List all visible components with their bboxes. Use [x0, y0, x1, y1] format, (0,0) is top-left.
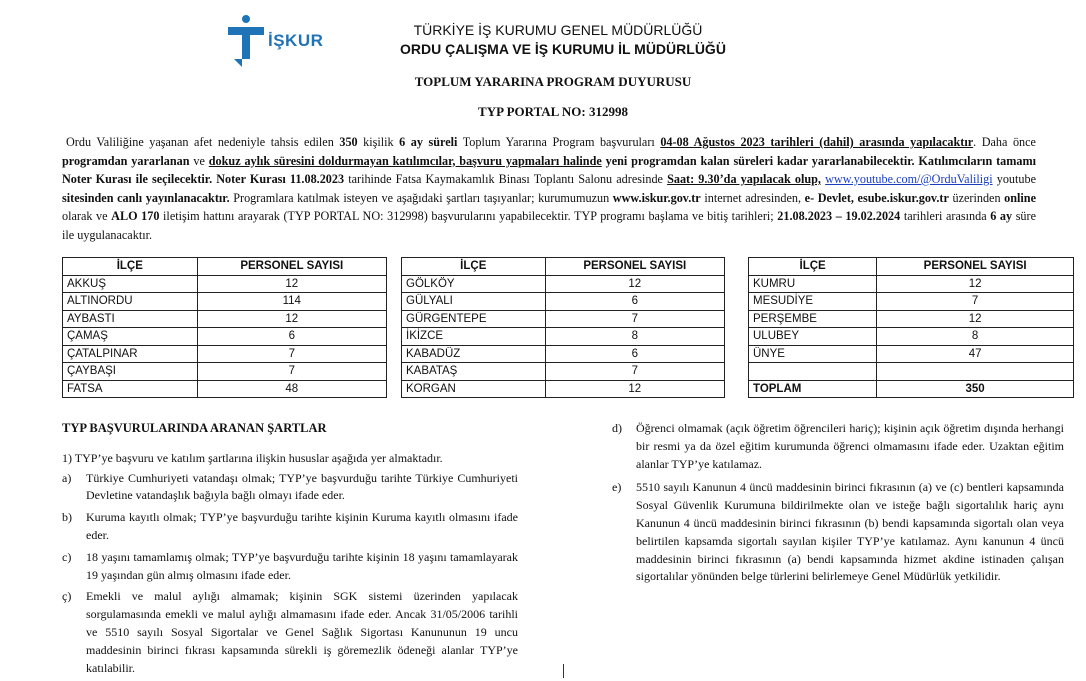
table-row [402, 275, 725, 293]
district-cell: ULUBEY [749, 328, 877, 346]
count-cell: 12 [877, 275, 1074, 293]
count-cell: 6 [545, 345, 724, 363]
count-cell: 8 [877, 328, 1074, 346]
district-cell: ÇAMAŞ [63, 328, 198, 346]
district-table-3 [748, 257, 1074, 398]
table-row [63, 380, 387, 398]
count-cell: 48 [197, 380, 386, 398]
count-cell: 114 [197, 293, 386, 311]
district-cell: GÜLYALI [402, 293, 546, 311]
table-row [402, 328, 725, 346]
count-cell: 12 [877, 310, 1074, 328]
district-cell [749, 363, 877, 381]
district-cell: FATSA [63, 380, 198, 398]
district-cell: GÖLKÖY [402, 275, 546, 293]
district-cell: ALTINORDU [63, 293, 198, 311]
count-cell: 47 [877, 345, 1074, 363]
portal-number: TYP PORTAL NO: 312998 [478, 104, 628, 119]
district-cell: ÇAYBAŞI [63, 363, 198, 381]
column-header-district: İLÇE [402, 258, 546, 276]
announcement-title: TOPLUM YARARINA PROGRAM DUYURUSU [414, 74, 692, 89]
condition-b: b) Kuruma kayıtlı olmak; TYP’ye başvurduğu tarihte kişinin Kuruma kayıtlı olmasını ifade eder. [62, 510, 518, 542]
table-row [749, 345, 1074, 363]
district-cell: KABADÜZ [402, 345, 546, 363]
district-cell: KUMRU [749, 275, 877, 293]
table-row [63, 310, 387, 328]
district-cell: AYBASTI [63, 310, 198, 328]
text-cursor [563, 664, 564, 678]
district-table-2 [401, 257, 725, 398]
table-row [63, 328, 387, 346]
condition-cc: ç) Emekli ve malul aylığı almamak; kişinin SGK sistemi üzerinden yapılacak sorgulamasında emekli ve malul aylığı almamasını ifade eder. Ancak 31/05/2006 tarihli ve 5510 sayılı Sosyal Sigortalar ve Genel Sağlık Sigortası Kanununun 19 uncu maddesinin birinci fıkrası kapsamında sürekli iş göremezlik ödeneği alanlar TYP’ye katılabilir. [62, 589, 518, 675]
youtube-link[interactable]: www.youtube.com/@OrduValiligi [825, 172, 993, 186]
district-cell: PERŞEMBE [749, 310, 877, 328]
header-directorate: ORDU ÇALIŞMA VE İŞ KURUMU İL MÜDÜRLÜĞÜ [400, 41, 726, 57]
table-row [402, 345, 725, 363]
count-cell [877, 363, 1074, 381]
intro-paragraph: Ordu Valiliğine yaşanan afet nedeniyle tahsis edilen 350 kişilik 6 ay süreli Toplum Yararına Program başvuruları 04-08 Ağustos 2023 tarihleri (dahil) arasında yapılacaktır. Daha önce programdan yararlanan ve dokuz aylık süresini doldurmayan katılımcılar, başvuru yapmaları halinde yeni programdan kalan süreleri kadar yararlanabilecektir. Katılımcıların tamamı Noter Kurası ile seçilecektir. Noter Kurası 11.08.2023 tarihinde Fatsa Kaymakamlık Binası Toplantı Salonu adresinde Saat: 9.30’da yapılacak olup, www.youtube.com/@OrduValiligi youtube sitesinden canlı yayınlanacaktır. Programlara katılmak isteyen ve aşağıdaki şartları taşıyanlar; kurumumuzun www.iskur.gov.tr internet adresinden, e- Devlet, esube.iskur.gov.tr üzerinden online olarak ve ALO 170 iletişim hattını arayarak (TYP PORTAL NO: 312998) başvurularını yapabilecektir. TYP programı başlama ve bitiş tarihleri; 21.08.2023 – 19.02.2024 tarihleri arasında 6 ay süre ile uygulanacaktır. [62, 135, 1037, 242]
table-row [402, 310, 725, 328]
table-row [402, 380, 725, 398]
table-row [749, 275, 1074, 293]
count-cell: 7 [197, 345, 386, 363]
table-row [749, 363, 1074, 381]
condition-c: c) 18 yaşını tamamlamış olmak; TYP’ye başvurduğu tarihte kişinin 18 yaşını tamamlayarak 19 yaşından gün almış olmasını ifade eder. [62, 549, 518, 582]
table-row [749, 310, 1074, 328]
count-cell: 7 [545, 310, 724, 328]
table-row [63, 345, 387, 363]
table-row [749, 293, 1074, 311]
table-row-total [749, 380, 1074, 398]
conditions-right-column [612, 420, 1064, 590]
condition-d: d) Öğrenci olmamak (açık öğretim öğrencileri hariç); kişinin açık öğretim dışında herhangi bir resmi ya da özel eğitim kurumunda öğrenci olmamasını ifade eder. Uzaktan eğitim alanlar TYP’ye katılamaz. [612, 421, 1064, 471]
district-cell: KORGAN [402, 380, 546, 398]
header-institution: TÜRKİYE İŞ KURUMU GENEL MÜDÜRLÜĞÜ [413, 22, 703, 38]
condition-e: e) 5510 sayılı Kanunun 4 üncü maddesinin birinci fıkrasının (a) ve (c) bentleri kapsamında Sosyal Güvenlik Kurumuna bildirilmekte olan ve isteğe bağlı sigortalılık hariç aynı Kanunun 4 üncü maddesinin birinci fıkrasının (b) bendi kapsamında sigortalı olan veya belirtilen kapsamda sigortalı sayılan kişiler TYP’ye katılamaz. Aynı kanunun 4 üncü maddesinin birinci fıkrasının (a) bendi kapsamında hizmet akdine istinaden çalışan sigortalılar yönünden belge türlerini belirlemeye Genel Müdürlük yetkilidir. [612, 480, 1064, 584]
district-cell: ÇATALPINAR [63, 345, 198, 363]
conditions-left-column [62, 420, 518, 681]
count-cell: 8 [545, 328, 724, 346]
district-cell: MESUDİYE [749, 293, 877, 311]
count-cell: 6 [197, 328, 386, 346]
district-cell: AKKUŞ [63, 275, 198, 293]
count-cell: 12 [197, 275, 386, 293]
count-cell: 7 [197, 363, 386, 381]
table-row [749, 328, 1074, 346]
conditions-intro: 1) TYP’ye başvuru ve katılım şartlarına ilişkin hususlar aşağıda yer almaktadır. [62, 450, 443, 465]
column-header-count: PERSONEL SAYISI [545, 258, 724, 276]
table-row [63, 275, 387, 293]
column-header-district: İLÇE [749, 258, 877, 276]
count-cell: 12 [545, 275, 724, 293]
condition-a: a) Türkiye Cumhuriyeti vatandaşı olmak; TYP’ye başvurduğu tarihte Türkiye Cumhuriyeti Devletine vatandaşlık bağıyla bağlı olmayı ifade eder. [62, 470, 518, 503]
district-cell: İKİZCE [402, 328, 546, 346]
count-cell: 7 [877, 293, 1074, 311]
count-cell: 12 [545, 380, 724, 398]
count-cell: 12 [197, 310, 386, 328]
table-row [63, 363, 387, 381]
district-cell: TOPLAM [749, 380, 877, 398]
count-cell: 6 [545, 293, 724, 311]
district-cell: ÜNYE [749, 345, 877, 363]
column-header-count: PERSONEL SAYISI [197, 258, 386, 276]
table-row [402, 293, 725, 311]
district-cell: KABATAŞ [402, 363, 546, 381]
district-cell: GÜRGENTEPE [402, 310, 546, 328]
conditions-title: TYP BAŞVURULARINDA ARANAN ŞARTLAR [62, 421, 327, 435]
count-cell: 350 [877, 380, 1074, 398]
table-row [63, 293, 387, 311]
count-cell: 7 [545, 363, 724, 381]
table-row [402, 363, 725, 381]
district-table-1 [62, 257, 387, 398]
logo-text: İŞKUR [268, 31, 324, 50]
column-header-count: PERSONEL SAYISI [877, 258, 1074, 276]
column-header-district: İLÇE [63, 258, 198, 276]
